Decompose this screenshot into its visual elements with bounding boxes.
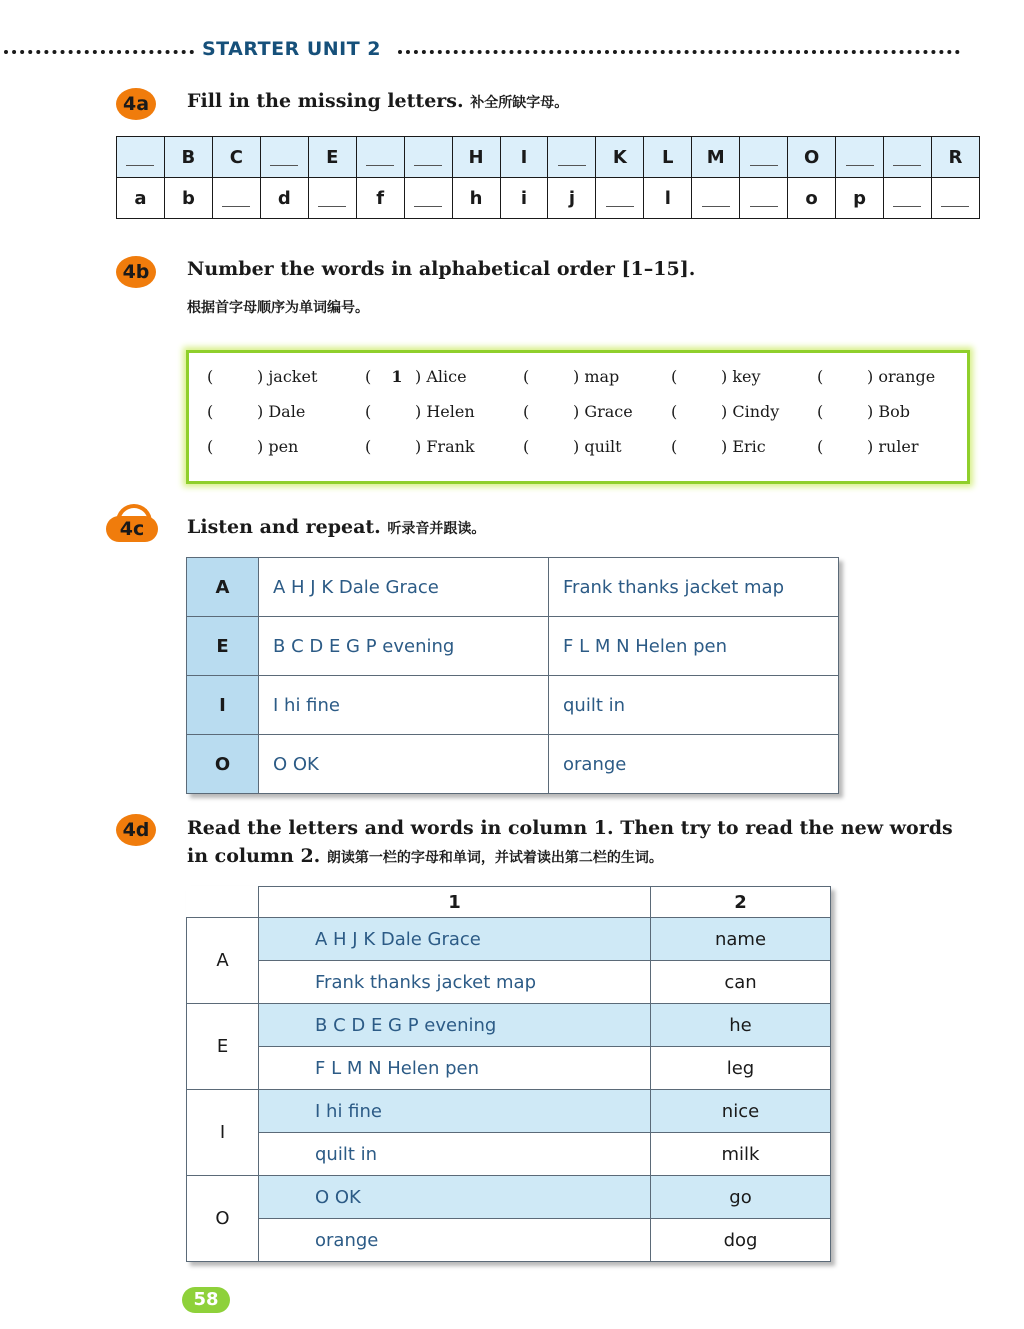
lower-letter: f — [376, 187, 385, 209]
lower-letter-cell[interactable] — [931, 178, 979, 219]
paren-open: ( — [523, 367, 530, 386]
upper-letter-cell[interactable] — [740, 137, 788, 178]
word-label: Eric — [732, 437, 766, 456]
word-row — [187, 1004, 831, 1047]
column-2-cell: he — [651, 1004, 831, 1047]
word-label: Bob — [878, 402, 910, 421]
lower-letter: o — [805, 187, 818, 209]
vowel-cell: E — [187, 617, 259, 676]
lower-letter-cell — [164, 178, 212, 219]
paren-open: ( — [671, 437, 678, 456]
paren-open: ( — [365, 437, 372, 456]
word-label: Frank — [426, 437, 475, 456]
corner-cell — [187, 887, 259, 918]
vowel-row — [187, 558, 839, 617]
lower-letter: b — [181, 187, 195, 209]
lower-letter: i — [520, 187, 528, 209]
badge-4c: 4c — [106, 516, 158, 542]
sound-words-cell: O OK — [259, 735, 549, 794]
missing-letter-blank[interactable] — [606, 184, 634, 207]
lower-letter-cell[interactable] — [212, 178, 260, 219]
upper-letter-cell — [931, 137, 979, 178]
instruction-4c-cn: 听录音并跟读。 — [387, 521, 486, 537]
unit-header — [0, 38, 1024, 62]
vowel-row — [187, 676, 839, 735]
missing-letter-blank[interactable] — [750, 143, 778, 166]
word-label: map — [584, 367, 620, 386]
vowel-cell: O — [187, 735, 259, 794]
upper-letter: H — [468, 146, 484, 168]
vowel-cell: E — [187, 1004, 259, 1090]
paren-close: ) — [721, 402, 733, 421]
word-label: key — [732, 367, 761, 386]
upper-letter-cell[interactable] — [117, 137, 165, 178]
paren-close: ) — [415, 367, 427, 386]
column-header-row — [187, 887, 831, 918]
lower-letter-cell — [260, 178, 308, 219]
upper-letter-cell — [164, 137, 212, 178]
word-row — [187, 1133, 831, 1176]
upper-letter-cell — [308, 137, 356, 178]
lower-letter-cell — [117, 178, 165, 219]
column-1-cell: B C D E G P evening — [259, 1004, 651, 1047]
paren-open: ( — [523, 437, 530, 456]
word-label: Cindy — [732, 402, 780, 421]
sound-words-cell: quilt in — [549, 676, 839, 735]
word-row — [187, 1090, 831, 1133]
paren-open: ( — [817, 402, 824, 421]
lower-letter-cell[interactable] — [740, 178, 788, 219]
upper-letter-cell[interactable] — [404, 137, 452, 178]
missing-letter-blank[interactable] — [126, 143, 154, 166]
missing-letter-blank[interactable] — [558, 143, 586, 166]
alphabetical-order-box — [186, 350, 970, 484]
missing-letter-blank[interactable] — [846, 143, 874, 166]
missing-letter-blank[interactable] — [366, 143, 394, 166]
paren-close: ) — [867, 437, 879, 456]
order-word — [415, 437, 475, 456]
unit-title: STARTER UNIT 2 — [202, 38, 382, 60]
upper-letter-cell[interactable] — [884, 137, 932, 178]
vowel-cell: I — [187, 1090, 259, 1176]
lower-letter-cell[interactable] — [596, 178, 644, 219]
upper-letter: K — [612, 146, 627, 168]
column-2-cell: can — [651, 961, 831, 1004]
column-1-cell: Frank thanks jacket map — [259, 961, 651, 1004]
order-word — [867, 402, 910, 421]
read-words-table — [186, 886, 831, 1262]
word-label: jacket — [268, 367, 318, 386]
missing-letter-blank[interactable] — [941, 184, 969, 207]
upper-letter: O — [803, 146, 820, 168]
missing-letter-blank[interactable] — [893, 143, 921, 166]
upper-letter-cell[interactable] — [260, 137, 308, 178]
column-1-cell: F L M N Helen pen — [259, 1047, 651, 1090]
word-label: ruler — [878, 437, 919, 456]
paren-close: ) — [867, 367, 879, 386]
instruction-4d-line2 — [187, 845, 663, 867]
missing-letter-blank[interactable] — [318, 184, 346, 207]
order-word — [721, 367, 761, 386]
lower-letter: j — [568, 187, 575, 209]
upper-letter: C — [229, 146, 243, 168]
header-dotted-rule-right — [398, 50, 960, 54]
lower-letter-cell — [548, 178, 596, 219]
order-word — [867, 437, 919, 456]
upper-letter-cell — [596, 137, 644, 178]
instruction-4b: Number the words in alphabetical order [1–15]. — [187, 258, 696, 280]
paren-close: ) — [257, 402, 269, 421]
order-word — [573, 437, 622, 456]
column-1-cell: O OK — [259, 1176, 651, 1219]
paren-close: ) — [867, 402, 879, 421]
word-row — [187, 918, 831, 961]
column-2-cell: leg — [651, 1047, 831, 1090]
upper-letter-cell — [644, 137, 692, 178]
word-label: Dale — [268, 402, 306, 421]
lower-letter-cell — [356, 178, 404, 219]
missing-letter-blank[interactable] — [414, 184, 442, 207]
order-word — [867, 367, 935, 386]
order-word — [257, 367, 317, 386]
upper-letter-cell[interactable] — [356, 137, 404, 178]
instruction-4a — [187, 90, 568, 112]
paren-close: ) — [415, 437, 427, 456]
word-row — [187, 1047, 831, 1090]
lower-letter-cell[interactable] — [692, 178, 740, 219]
paren-close: ) — [415, 402, 427, 421]
order-word — [573, 402, 633, 421]
column-1-cell: I hi fine — [259, 1090, 651, 1133]
order-word — [721, 437, 766, 456]
sound-words-cell: A H J K Dale Grace — [259, 558, 549, 617]
paren-close: ) — [573, 402, 585, 421]
paren-close: ) — [721, 437, 733, 456]
upper-letter: M — [706, 146, 725, 168]
column-2-cell: name — [651, 918, 831, 961]
paren-open: ( — [671, 367, 678, 386]
paren-open: ( — [207, 402, 214, 421]
paren-close: ) — [721, 367, 733, 386]
lower-letter-cell — [836, 178, 884, 219]
word-row — [187, 1219, 831, 1262]
instruction-4d-cn: 朗读第一栏的字母和单词，并试着读出第二栏的生词。 — [326, 850, 663, 866]
upper-letter: R — [948, 146, 963, 168]
missing-letter-blank[interactable] — [270, 143, 298, 166]
column-2-cell: milk — [651, 1133, 831, 1176]
instruction-4d-line2-text: in column 2. — [187, 845, 321, 867]
badge-4d: 4d — [116, 814, 156, 846]
instruction-4c — [187, 516, 485, 538]
vowel-cell: I — [187, 676, 259, 735]
vowel-cell: A — [187, 558, 259, 617]
word-row — [187, 961, 831, 1004]
listen-repeat-table — [186, 557, 839, 794]
vowel-row — [187, 735, 839, 794]
paren-open: ( — [365, 402, 372, 421]
vowel-cell: O — [187, 1176, 259, 1262]
order-word — [415, 402, 475, 421]
lower-letter: l — [664, 187, 671, 209]
word-label: Helen — [426, 402, 475, 421]
order-word — [573, 367, 619, 386]
word-label: quilt — [584, 437, 622, 456]
lowercase-row — [117, 178, 980, 219]
paren-open: ( — [671, 402, 678, 421]
column-2-cell: go — [651, 1176, 831, 1219]
paren-close: ) — [257, 437, 269, 456]
order-number-field[interactable]: 1 — [391, 367, 403, 386]
uppercase-row — [117, 137, 980, 178]
paren-open: ( — [817, 437, 824, 456]
lower-letter: p — [853, 187, 866, 209]
word-row — [187, 1176, 831, 1219]
header-dotted-rule-left — [4, 50, 194, 54]
badge-4b: 4b — [116, 256, 156, 288]
upper-letter-cell — [692, 137, 740, 178]
instruction-4c-text: Listen and repeat. — [187, 516, 381, 538]
order-word — [415, 367, 467, 386]
upper-letter-cell[interactable] — [548, 137, 596, 178]
vowel-row — [187, 617, 839, 676]
paren-open: ( — [365, 367, 372, 386]
upper-letter: B — [181, 146, 196, 168]
lower-letter-cell[interactable] — [308, 178, 356, 219]
upper-letter-cell — [452, 137, 500, 178]
word-label: orange — [878, 367, 936, 386]
upper-letter: I — [520, 146, 528, 168]
paren-close: ) — [573, 367, 585, 386]
column-2-header: 2 — [651, 887, 831, 918]
paren-open: ( — [207, 437, 214, 456]
upper-letter-cell[interactable] — [836, 137, 884, 178]
paren-open: ( — [817, 367, 824, 386]
lower-letter-cell — [500, 178, 548, 219]
order-word — [721, 402, 779, 421]
lower-letter-cell — [644, 178, 692, 219]
order-word — [257, 437, 298, 456]
column-1-header: 1 — [259, 887, 651, 918]
sound-words-cell: orange — [549, 735, 839, 794]
sound-words-cell: I hi fine — [259, 676, 549, 735]
order-word — [257, 402, 305, 421]
column-1-cell: orange — [259, 1219, 651, 1262]
missing-letter-blank[interactable] — [893, 184, 921, 207]
paren-close: ) — [573, 437, 585, 456]
instruction-4d-line1: Read the letters and words in column 1. Then try to read the new words — [187, 817, 953, 839]
paren-open: ( — [523, 402, 530, 421]
lower-letter: h — [469, 187, 483, 209]
upper-letter-cell — [500, 137, 548, 178]
lower-letter-cell — [788, 178, 836, 219]
paren-open: ( — [207, 367, 214, 386]
missing-letter-blank[interactable] — [750, 184, 778, 207]
lower-letter-cell[interactable] — [404, 178, 452, 219]
word-label: pen — [268, 437, 299, 456]
sound-words-cell: Frank thanks jacket map — [549, 558, 839, 617]
vowel-cell: A — [187, 918, 259, 1004]
column-2-cell: dog — [651, 1219, 831, 1262]
column-1-cell: A H J K Dale Grace — [259, 918, 651, 961]
upper-letter: E — [326, 146, 339, 168]
missing-letter-blank[interactable] — [702, 184, 730, 207]
sound-words-cell: F L M N Helen pen — [549, 617, 839, 676]
paren-close: ) — [257, 367, 269, 386]
word-label: Grace — [584, 402, 633, 421]
badge-4a: 4a — [116, 88, 156, 120]
page-number: 58 — [182, 1287, 230, 1313]
instruction-4b-cn: 根据首字母顺序为单词编号。 — [187, 300, 369, 316]
sound-words-cell: B C D E G P evening — [259, 617, 549, 676]
column-1-cell: quilt in — [259, 1133, 651, 1176]
lower-letter-cell — [452, 178, 500, 219]
upper-letter-cell — [788, 137, 836, 178]
lower-letter-cell[interactable] — [884, 178, 932, 219]
column-2-cell: nice — [651, 1090, 831, 1133]
lower-letter: d — [277, 187, 291, 209]
word-label: Alice — [426, 367, 467, 386]
upper-letter: L — [662, 146, 674, 168]
upper-letter-cell — [212, 137, 260, 178]
instruction-4a-text: Fill in the missing letters. — [187, 90, 464, 112]
missing-letter-blank[interactable] — [414, 143, 442, 166]
instruction-4a-cn: 补全所缺字母。 — [470, 95, 569, 111]
alphabet-table — [116, 136, 980, 219]
missing-letter-blank[interactable] — [222, 184, 250, 207]
lower-letter: a — [134, 187, 147, 209]
